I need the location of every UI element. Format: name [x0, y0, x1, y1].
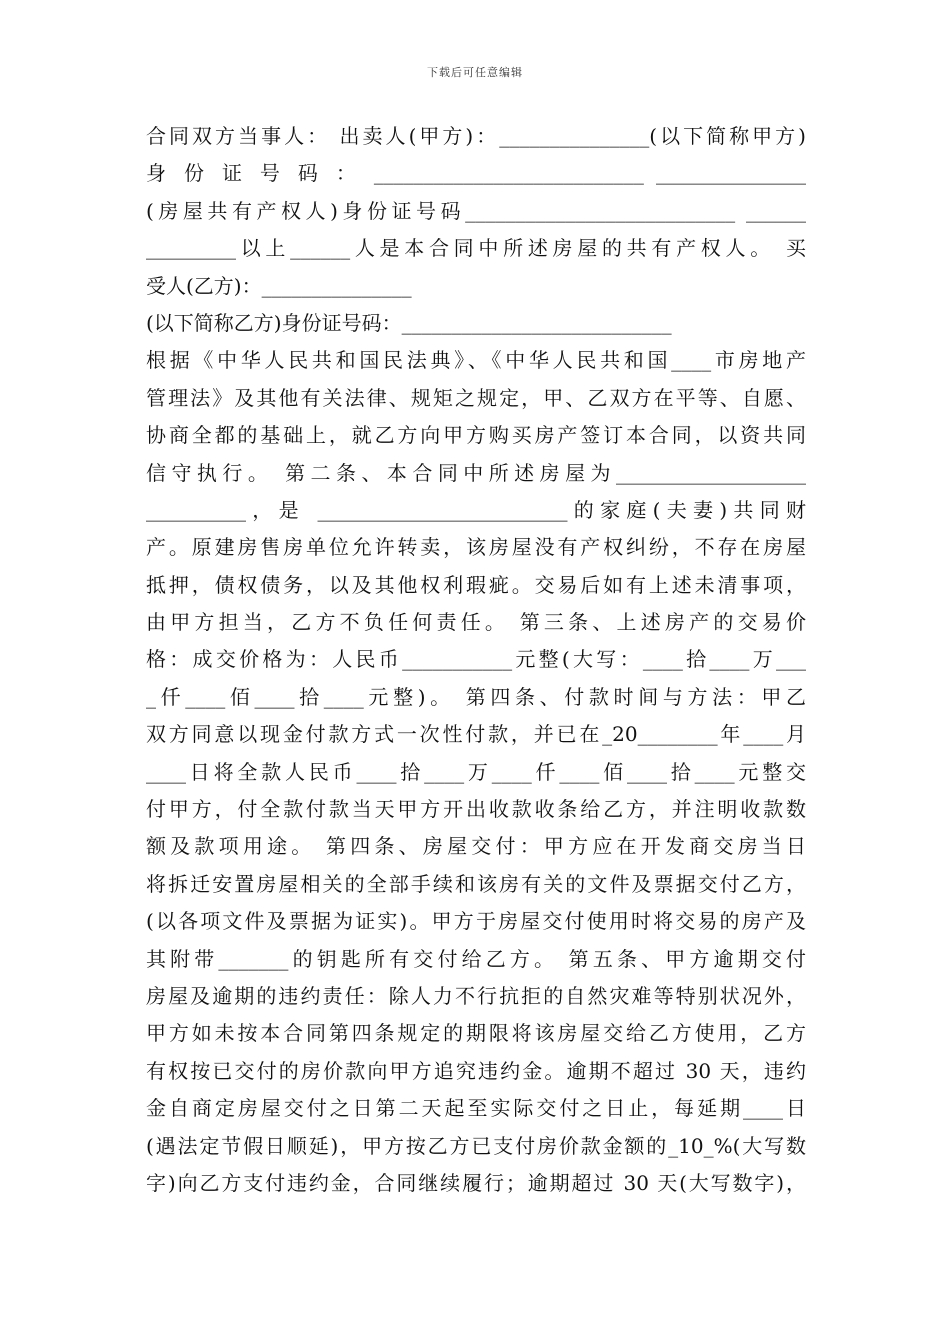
text-line: 管理法》及其他有关法律、规矩之规定，甲、乙双方在平等、自愿、	[146, 385, 806, 410]
text-line: 其附带_______的钥匙所有交付给乙方。 第五条、甲方逾期交付	[146, 946, 806, 971]
text-line: 格：成交价格为：人民币___________元整(大写：____拾____万___	[146, 647, 806, 672]
text-line: (以下简称乙方)身份证号码：___________________________	[146, 310, 672, 335]
text-line: 将拆迁安置房屋相关的全部手续和该房有关的文件及票据交付乙方，	[146, 871, 806, 896]
text-line: 产。原建房售房单位允许转卖，该房屋没有产权纠纷，不存在房屋	[146, 535, 806, 560]
text-line: 根据《中华人民共和国民法典》、《中华人民共和国____市房地产	[146, 348, 806, 373]
text-line: _________以上______人是本合同中所述房屋的共有产权人。 买	[146, 236, 806, 261]
text-line: 合同双方当事人： 出卖人(甲方)：_______________(以下简称甲方)	[146, 124, 806, 148]
text-line: 甲方如未按本合同第四条规定的期限将该房屋交给乙方使用，乙方	[146, 1021, 806, 1046]
text-line: 付甲方，付全款付款当天甲方开出收款收条给乙方，并注明收款数	[146, 797, 806, 822]
text-line: 额及款项用途。 第四条、房屋交付：甲方应在开发商交房当日	[146, 834, 806, 859]
text-line: 有权按已交付的房价款向甲方追究违约金。逾期不超过 30 天，违约	[146, 1058, 806, 1083]
text-line: ____日将全款人民币____拾____万____仟____佰____拾____元整交	[146, 759, 806, 784]
text-line: __________，是 _________________________的家庭(夫妻)共同财	[146, 497, 806, 522]
text-line: 受人(乙方)：_______________	[146, 273, 412, 298]
text-line: 协商全都的基础上，就乙方向甲方购买房产签订本合同，以资共同	[146, 423, 806, 448]
text-line: (遇法定节假日顺延)，甲方按乙方已支付房价款金额的_10_%(大写数	[146, 1133, 806, 1158]
text-line: (以各项文件及票据为证实)。甲方于房屋交付使用时将交易的房产及	[146, 909, 806, 934]
text-line: (房屋共有产权人)身份证号码___________________________ ______	[146, 198, 806, 223]
text-line: 抵押，债权债务，以及其他权利瑕疵。交易后如有上述未清事项，	[146, 572, 806, 597]
contract-body	[146, 118, 806, 1202]
text-line: 双方同意以现金付款方式一次性付款，并已在_20________年____月	[146, 722, 806, 747]
page-header-note: 下载后可任意编辑	[427, 66, 523, 79]
text-line: 房屋及逾期的违约责任：除人力不行抗拒的自然灾难等特别状况外，	[146, 983, 806, 1008]
text-line: 金自商定房屋交付之日第二天起至实际交付之日止，每延期____日	[146, 1096, 806, 1121]
text-line: 由甲方担当，乙方不负任何责任。 第三条、上述房产的交易价	[146, 610, 806, 635]
text-line: 信守执行。 第二条、本合同中所述房屋为___________________	[146, 460, 806, 485]
text-line: _仟____佰____拾____元整)。 第四条、付款时间与方法：甲乙	[146, 684, 806, 709]
text-line: 身 份 证 号 码 ： ___________________________ _______________	[146, 161, 806, 186]
text-line: 字)向乙方支付违约金，合同继续履行；逾期超过 30 天(大写数字)，	[146, 1170, 806, 1195]
